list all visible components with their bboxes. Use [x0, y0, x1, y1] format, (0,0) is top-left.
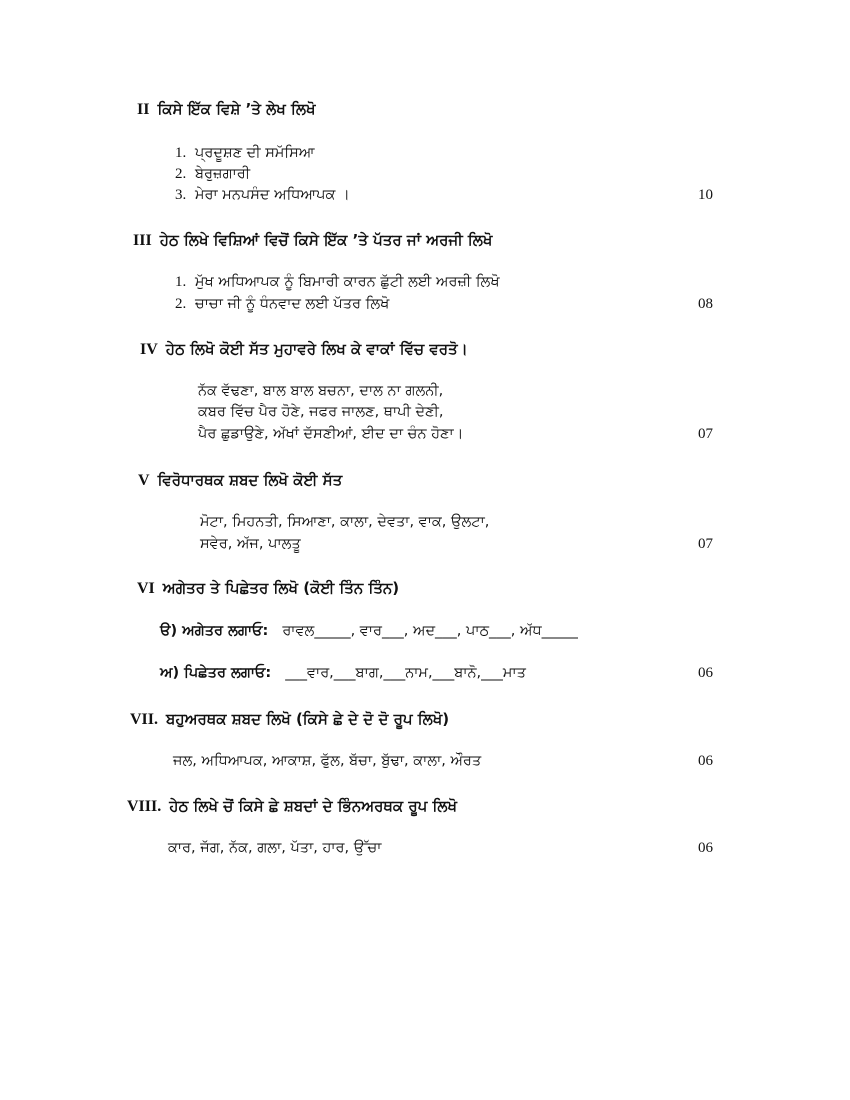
marks-label: 06	[698, 753, 713, 769]
list-item: 1. ਪ੍ਰਦੂਸ਼ਣ ਦੀ ਸਮੱਸਿਆ	[175, 145, 315, 161]
list-item: 3. ਮੇਰਾ ਮਨਪਸੰਦ ਅਧਿਆਪਕ ।	[175, 187, 350, 203]
text-line: ਕਬਰ ਵਿੱਚ ਪੈਰ ਹੋਣੇ, ਜਫਰ ਜਾਲਣ, ਥਾਪੀ ਦੇਣੀ,	[198, 404, 444, 420]
section-title: ਕਿਸੇ ਇੱਕ ਵਿਸ਼ੇ ’ਤੇ ਲੇਖ ਲਿਖੋ	[157, 100, 316, 118]
marks-label: 07	[698, 426, 713, 442]
section-8-heading: VIII. ਹੇਠ ਲਿਖੇ ਚੋਂ ਕਿਸੇ ਛੇ ਸ਼ਬਦਾਂ ਦੇ ਭਿੰਨਅਰਥਕ ਰੂਪ ਲਿਖੋ	[127, 797, 458, 815]
text-line: ਮੋਟਾ, ਮਿਹਨਤੀ, ਸਿਆਣਾ, ਕਾਲਾ, ਦੇਵਤਾ, ਵਾਕ, ਉਲਟਾ,	[200, 514, 490, 530]
marks-label: 10	[698, 187, 713, 203]
section-6-heading: VI ਅਗੇਤਰ ਤੇ ਪਿਛੇਤਰ ਲਿਖੋ (ਕੋਈ ਤਿੰਨ ਤਿੰਨ)	[137, 579, 400, 597]
marks-label: 07	[698, 536, 713, 552]
marks-label: 06	[698, 665, 713, 681]
section-5-heading: V ਵਿਰੋਧਾਰਥਕ ਸ਼ਬਦ ਲਿਖੋ ਕੋਈ ਸੱਤ	[138, 471, 343, 489]
section-7-heading: VII. ਬਹੁਅਰਥਕ ਸ਼ਬਦ ਲਿਖੋ (ਕਿਸੇ ਛੇ ਦੇ ਦੋ ਦੋ ਰੂਪ ਲਿਖੋ)	[130, 710, 450, 728]
section-number: II	[137, 101, 150, 118]
text-line: ਨੱਕ ਵੱਢਣਾ, ਬਾਲ ਬਾਲ ਬਚਨਾ, ਦਾਲ ਨਾ ਗਲਨੀ,	[198, 383, 444, 399]
text-line: ਜਲ, ਅਧਿਆਪਕ, ਆਕਾਸ਼, ਫੁੱਲ, ਬੱਚਾ, ਬੁੱਢਾ, ਕਾਲਾ, ਔਰਤ	[173, 753, 482, 769]
list-item: 2. ਚਾਚਾ ਜੀ ਨੂੰ ਧੰਨਵਾਦ ਲਈ ਪੱਤਰ ਲਿਖੋ	[175, 296, 390, 312]
text-line: ਕਾਰ, ਜੱਗ, ਨੱਕ, ਗਲਾ, ਪੱਤਾ, ਹਾਰ, ਉੱਚਾ	[168, 840, 382, 856]
prefix-exercise: ੳ) ਅਗੇਤਰ ਲਗਾਓ: ਰਾਵਲ_____, ਵਾਰ___, ਅਦ___, ਪਾਠ___, ਅੱਧ_____	[160, 623, 578, 639]
text-line: ਪੈਰ ਛੁਡਾਉਣੇ, ਅੱਖਾਂ ਦੱਸਣੀਆਂ, ਈਦ ਦਾ ਚੰਨ ਹੋਣਾ।	[198, 426, 464, 442]
section-2-heading	[137, 100, 316, 119]
section-4-heading: IV ਹੇਠ ਲਿਖੋ ਕੋਈ ਸੱਤ ਮੁਹਾਵਰੇ ਲਿਖ ਕੇ ਵਾਕਾਂ ਵਿੱਚ ਵਰਤੋ।	[140, 340, 468, 358]
marks-label: 08	[698, 296, 713, 312]
marks-label: 06	[698, 840, 713, 856]
text-line: ਸਵੇਰ, ਅੱਜ, ਪਾਲਤੂ	[200, 536, 301, 552]
list-item: 2. ਬੇਰੁਜ਼ਗਾਰੀ	[175, 166, 251, 182]
section-3-heading: III ਹੇਠ ਲਿਖੇ ਵਿਸ਼ਿਆਂ ਵਿਚੋਂ ਕਿਸੇ ਇੱਕ ’ਤੇ ਪੱਤਰ ਜਾਂ ਅਰਜੀ ਲਿਖੋ	[133, 231, 493, 249]
suffix-exercise: ਅ) ਪਿਛੇਤਰ ਲਗਾਓ: ___ਵਾਰ,___ਬਾਗ,___ਨਾਮ,___ਬਾਨੋ,___ਮਾਤ	[160, 665, 526, 681]
list-item: 1. ਮੁੱਖ ਅਧਿਆਪਕ ਨੂੰ ਬਿਮਾਰੀ ਕਾਰਨ ਛੁੱਟੀ ਲਈ ਅਰਜ਼ੀ ਲਿਖੋ	[175, 274, 500, 290]
